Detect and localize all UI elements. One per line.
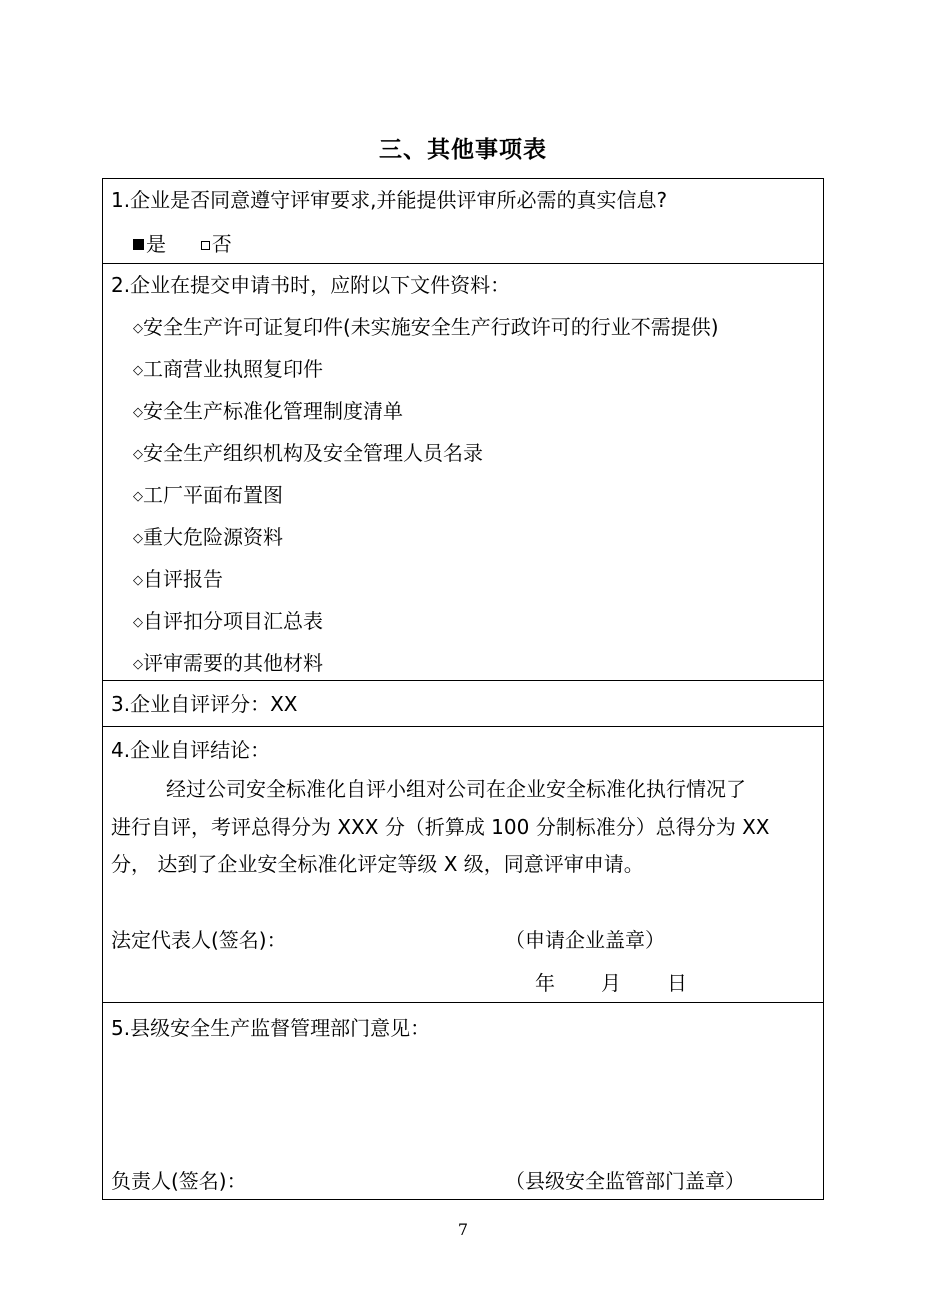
- county-seal-label: （县级安全监管部门盖章）: [505, 1169, 745, 1193]
- checked-box-icon[interactable]: [133, 239, 144, 250]
- page-title: 三、其他事项表: [379, 137, 547, 163]
- document-item: ◇自评报告: [133, 567, 223, 591]
- date-day-label: 日: [667, 971, 687, 995]
- date-month-label: 月: [601, 971, 621, 995]
- consent-options: [133, 231, 232, 257]
- document-item: ◇自评扣分项目汇总表: [133, 609, 323, 633]
- section-documents: [103, 264, 823, 681]
- diamond-bullet-icon: ◇: [133, 447, 143, 462]
- self-score-text: 3.企业自评评分：XX: [111, 692, 298, 716]
- page-number: 7: [457, 1220, 469, 1239]
- diamond-bullet-icon: ◇: [133, 405, 143, 420]
- diamond-bullet-icon: ◇: [133, 363, 143, 378]
- diamond-bullet-icon: ◇: [133, 657, 143, 672]
- diamond-bullet-icon: ◇: [133, 573, 143, 588]
- section-self-conclusion: [103, 727, 823, 1003]
- conclusion-paragraph-line: 进行自评，考评总得分为 XXX 分（折算成 100 分制标准分）总得分为 XX: [111, 815, 770, 839]
- conclusion-paragraph-line: 经过公司安全标准化自评小组对公司在企业安全标准化执行情况了: [166, 777, 746, 801]
- legal-rep-signature-label: 法定代表人(签名)：: [111, 928, 287, 952]
- document-item: ◇安全生产标准化管理制度清单: [133, 399, 403, 423]
- diamond-bullet-icon: ◇: [133, 321, 143, 336]
- conclusion-heading: 4.企业自评结论：: [111, 738, 271, 762]
- document-item: ◇重大危险源资料: [133, 525, 283, 549]
- consent-question: 1.企业是否同意遵守评审要求,并能提供评审所必需的真实信息?: [111, 188, 668, 212]
- section-consent: [103, 179, 823, 264]
- option-no-label: 否: [211, 232, 232, 256]
- documents-heading: 2.企业在提交申请书时，应附以下文件资料：: [111, 273, 511, 297]
- diamond-bullet-icon: ◇: [133, 489, 143, 504]
- document-item: ◇安全生产许可证复印件(未实施安全生产行政许可的行业不需提供): [133, 315, 719, 339]
- document-item: ◇安全生产组织机构及安全管理人员名录: [133, 441, 483, 465]
- diamond-bullet-icon: ◇: [133, 615, 143, 630]
- section-county-opinion: [103, 1003, 823, 1199]
- matters-table: [102, 178, 824, 1200]
- company-seal-label: （申请企业盖章）: [505, 928, 665, 952]
- conclusion-paragraph-line: 分， 达到了企业安全标准化评定等级 X 级，同意评审申请。: [111, 852, 644, 876]
- county-opinion-heading: 5.县级安全生产监督管理部门意见：: [111, 1016, 431, 1040]
- responsible-signature-label: 负责人(签名)：: [111, 1169, 247, 1193]
- diamond-bullet-icon: ◇: [133, 531, 143, 546]
- section-self-score: [103, 681, 823, 727]
- document-item: ◇工商营业执照复印件: [133, 357, 323, 381]
- date-year-label: 年: [535, 971, 555, 995]
- option-yes-label: 是: [146, 232, 166, 256]
- document-item: ◇工厂平面布置图: [133, 483, 283, 507]
- unchecked-box-icon[interactable]: [201, 241, 210, 250]
- document-item: ◇评审需要的其他材料: [133, 651, 323, 675]
